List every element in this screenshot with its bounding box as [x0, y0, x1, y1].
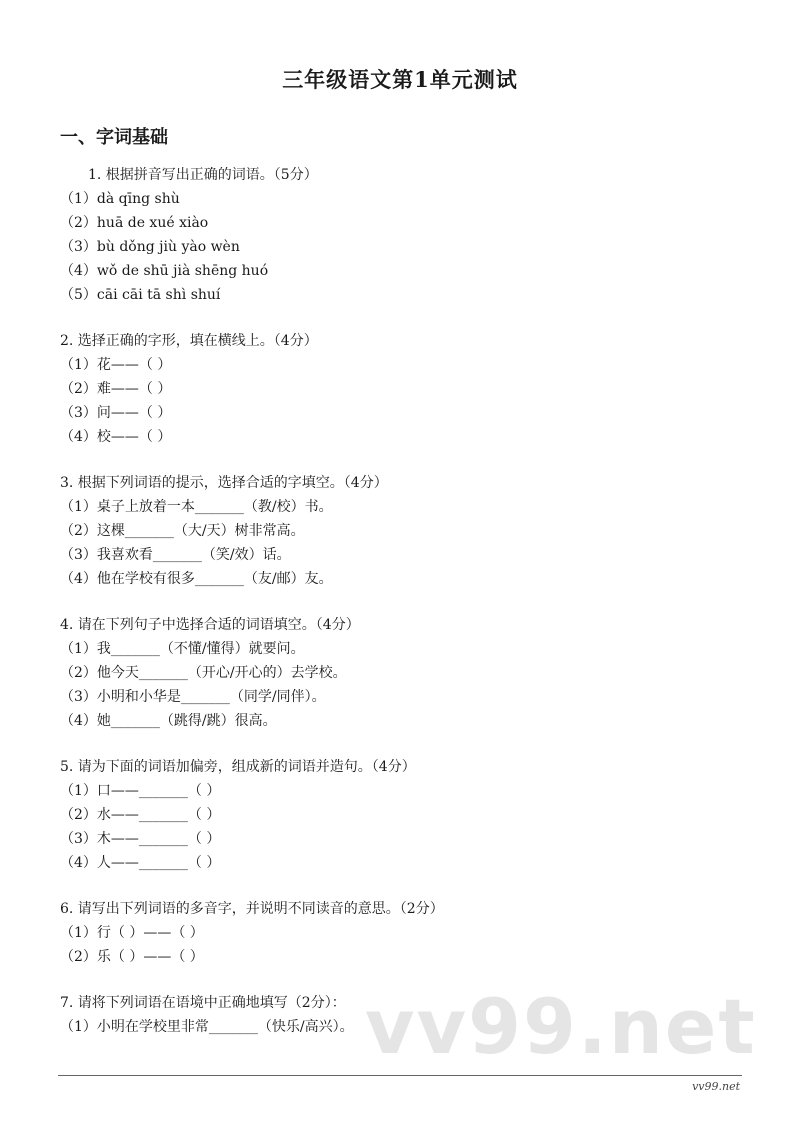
page-title: 三年级语文第1单元测试 — [282, 67, 518, 92]
question-list — [60, 163, 750, 1061]
question-line: （3）小明和小华是_______（同学/同伴）。 — [60, 689, 326, 705]
question-line: （3）木——_______（ ） — [60, 831, 221, 847]
question-line: （4）他在学校有很多_______（友/邮）友。 — [60, 571, 333, 587]
watermark-logo: vv99.net — [365, 982, 757, 1071]
question-4 — [60, 613, 750, 733]
footer-divider — [58, 1075, 742, 1076]
question-3 — [60, 471, 750, 591]
question-heading: 2. 选择正确的字形，填在横线上。（4分） — [60, 333, 318, 349]
question-heading: 4. 请在下列句子中选择合适的词语填空。（4分） — [60, 617, 360, 633]
question-line: （4）校——（ ） — [60, 429, 172, 445]
question-line: （2）乐（ ）——（ ） — [60, 949, 204, 965]
question-line: （1）dà qīng shù — [60, 191, 180, 207]
question-heading: 6. 请写出下列词语的多音字，并说明不同读音的意思。（2分） — [60, 901, 444, 917]
question-line: （5）cāi cāi tā shì shuí — [60, 287, 221, 303]
question-line: （2）huā de xué xiào — [60, 215, 209, 231]
question-line: （4）她_______（跳得/跳）很高。 — [60, 713, 277, 729]
question-7 — [60, 991, 750, 1039]
question-6 — [60, 897, 750, 969]
question-line: （2）水——_______（ ） — [60, 807, 221, 823]
question-heading: 1. 根据拼音写出正确的词语。（5分） — [88, 167, 318, 183]
question-heading: 3. 根据下列词语的提示，选择合适的字填空。（4分） — [60, 475, 388, 491]
question-line: （2）这棵_______（大/天）树非常高。 — [60, 523, 305, 539]
question-line: （1）桌子上放着一本_______（教/校）书。 — [60, 499, 333, 515]
section-heading: 一、字词基础 — [60, 127, 168, 148]
question-line: （3）问——（ ） — [60, 405, 172, 421]
question-line: （1）小明在学校里非常_______（快乐/高兴）。 — [60, 1019, 354, 1035]
question-line: （4）人——_______（ ） — [60, 855, 221, 871]
question-1 — [60, 163, 750, 307]
question-heading: 7. 请将下列词语在语境中正确地填写（2分）： — [60, 995, 346, 1011]
question-line: （2）他今天_______（开心/开心的）去学校。 — [60, 665, 347, 681]
question-line: （1）口——_______（ ） — [60, 783, 221, 799]
question-line: （1）我_______（不懂/懂得）就要问。 — [60, 641, 305, 657]
footer-site-label: vv99.net — [692, 1080, 740, 1093]
question-line: （3）bù dǒng jiù yào wèn — [60, 239, 240, 255]
question-line: （4）wǒ de shū jià shēng huó — [60, 263, 269, 279]
question-line: （1）行（ ）——（ ） — [60, 925, 204, 941]
question-heading: 5. 请为下面的词语加偏旁，组成新的词语并造句。（4分） — [60, 759, 416, 775]
question-line: （1）花——（ ） — [60, 357, 172, 373]
question-line: （2）难——（ ） — [60, 381, 172, 397]
question-2 — [60, 329, 750, 449]
question-line: （3）我喜欢看_______（笑/效）话。 — [60, 547, 291, 563]
question-5 — [60, 755, 750, 875]
